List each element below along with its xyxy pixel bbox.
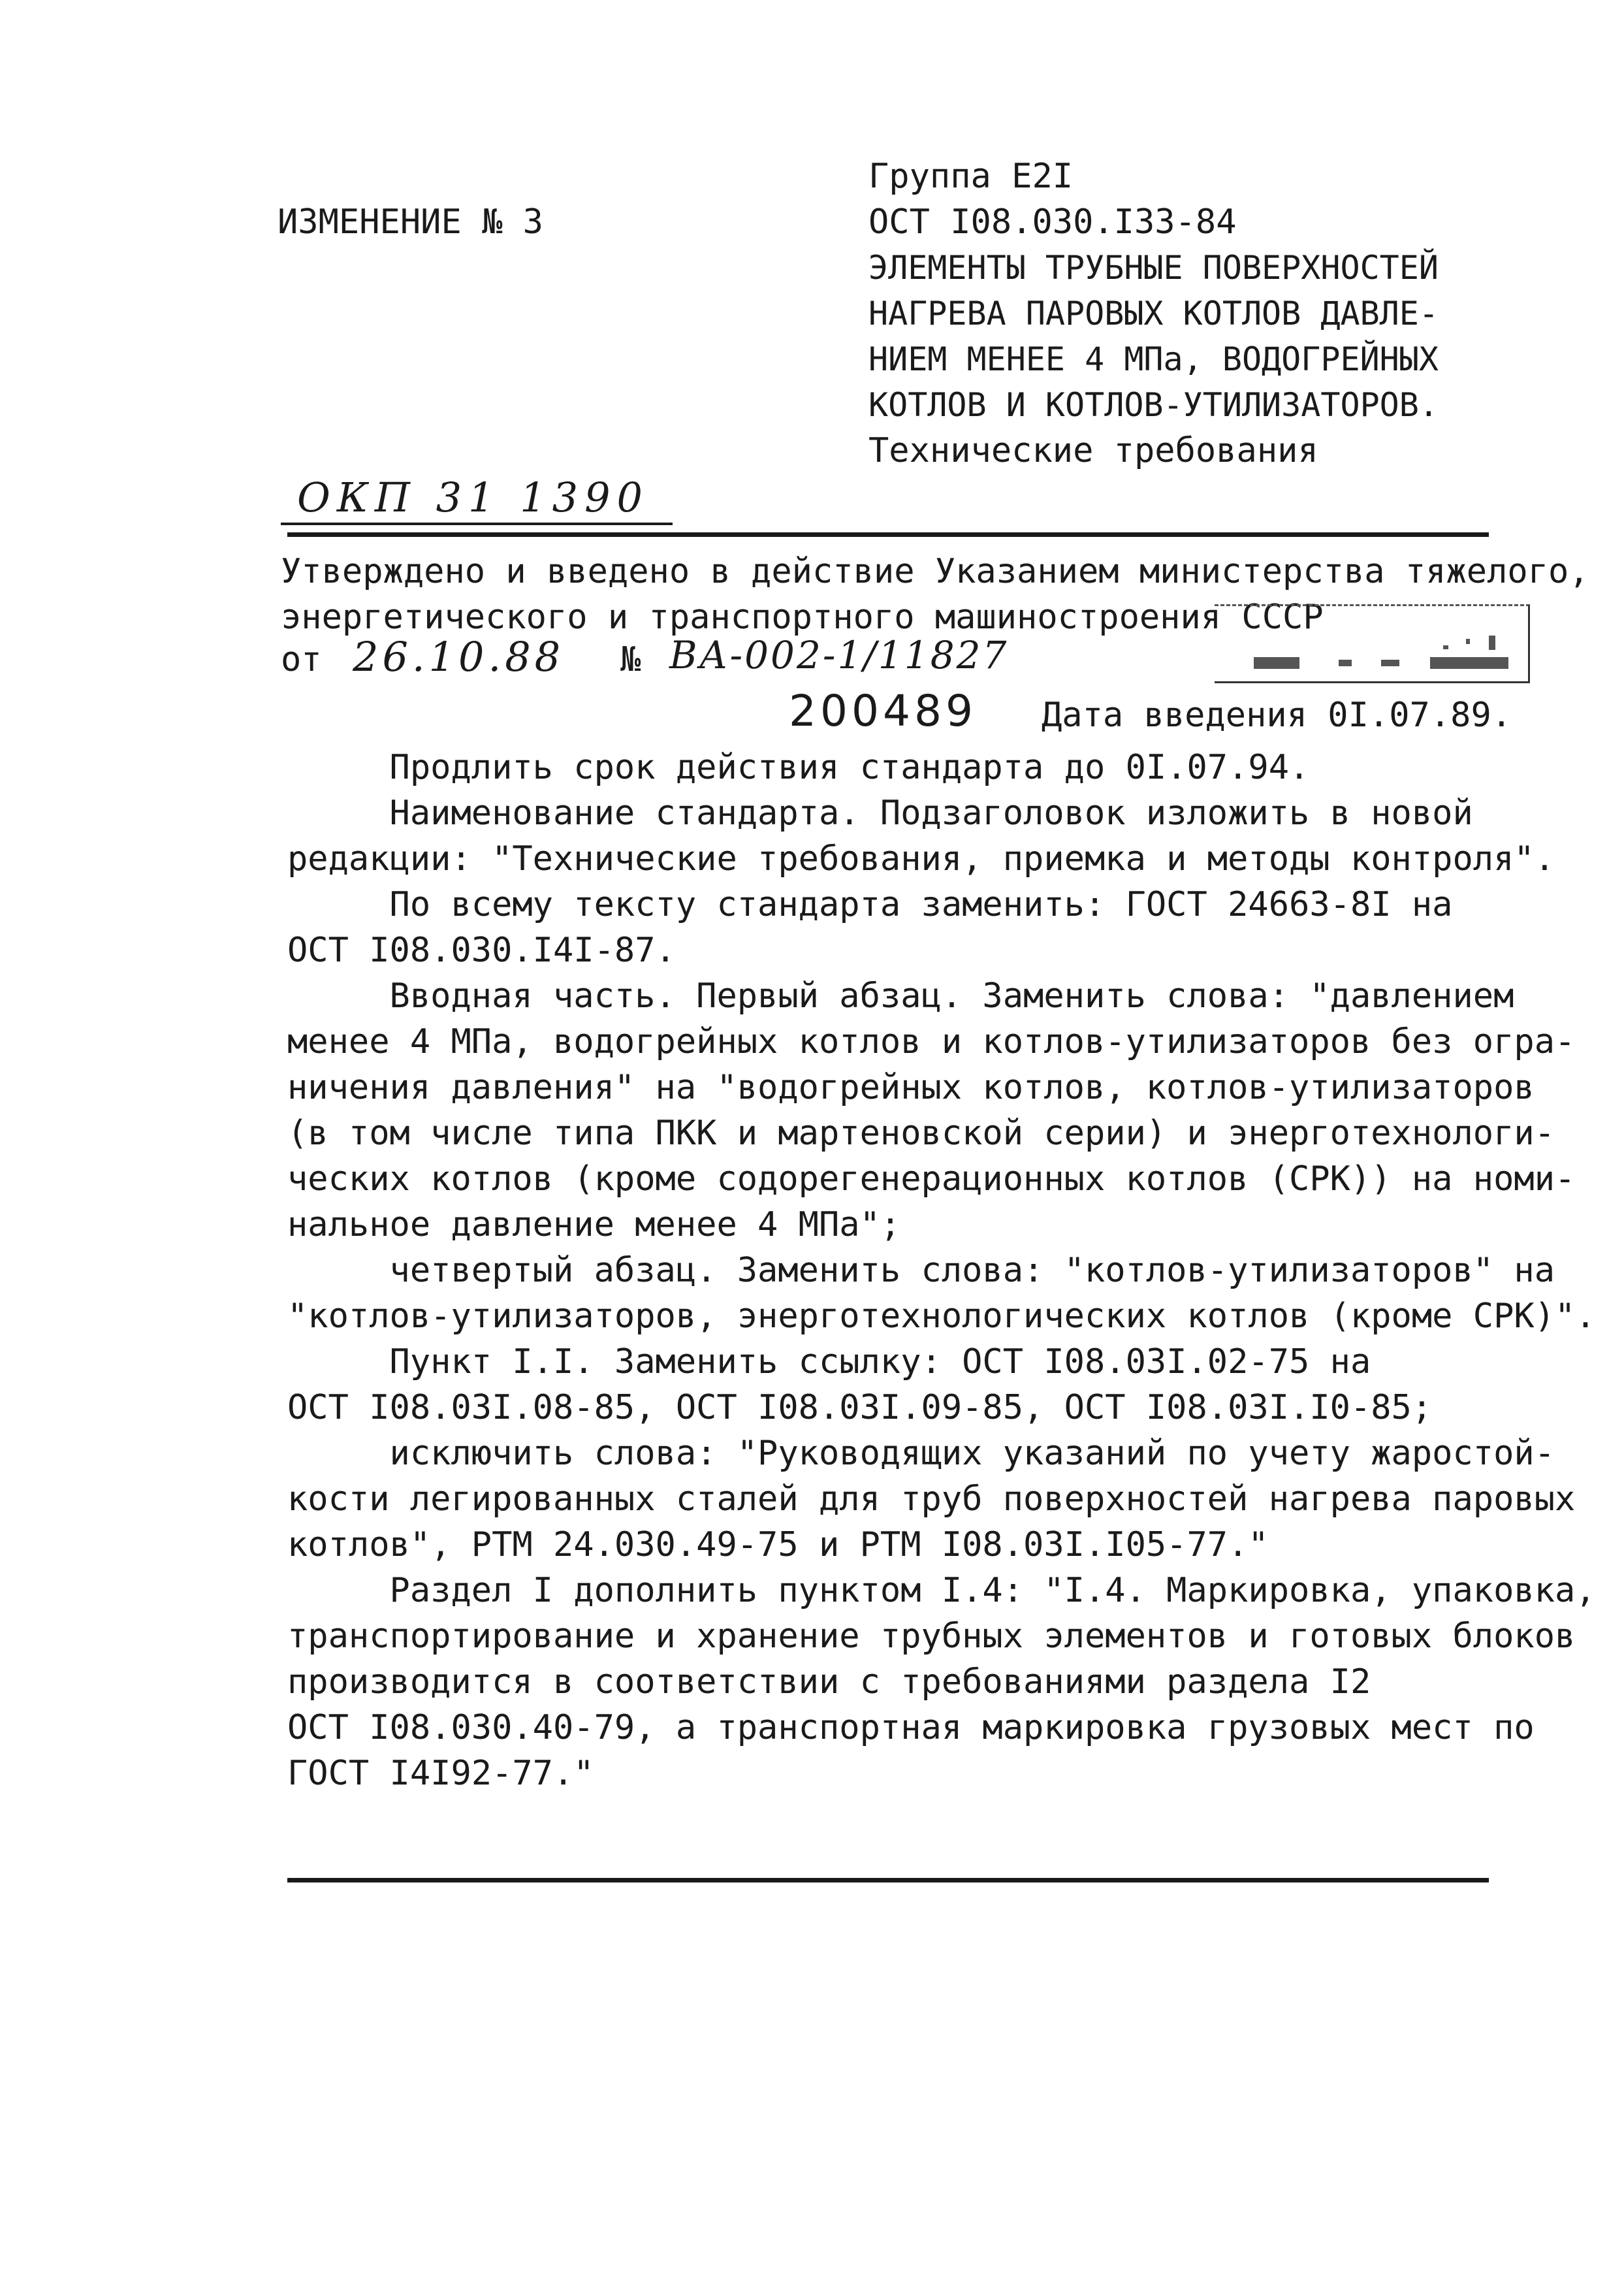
- okp-underline: [281, 523, 673, 525]
- body-line: четвертый абзац. Заменить слова: "котлов-утилизаторов" на: [287, 1251, 1555, 1290]
- body-line: ческих котлов (кроме содорегенерационных котлов (СРК)) на номи-: [287, 1159, 1576, 1199]
- body-line: транспортирование и хранение трубных элементов и готовых блоков: [287, 1617, 1576, 1656]
- top-rule: [287, 532, 1489, 537]
- body-line: кости легированных сталей для труб поверхностей нагрева паровых: [287, 1479, 1576, 1519]
- body-line: Пункт I.I. Заменить ссылку: ОСТ I08.03I.02-75 на: [287, 1342, 1371, 1381]
- approval-from-line: [281, 633, 1009, 689]
- standard-title-line-1: ЭЛЕМЕНТЫ ТРУБНЫЕ ПОВЕРХНОСТЕЙ: [868, 249, 1439, 287]
- body-line: Наименование стандарта. Подзаголовок изложить в новой: [287, 794, 1473, 833]
- body-line: (в том числе типа ПКК и мартеновской серии) и энерготехнологи-: [287, 1114, 1555, 1153]
- approval-date-handwritten: 26.10.88: [353, 633, 565, 681]
- body-line: ОСТ I08.030.I4I-87.: [287, 931, 676, 970]
- standard-title-line-4: КОТЛОВ И КОТЛОВ-УТИЛИЗАТОРОВ.: [868, 386, 1439, 424]
- approval-number-handwritten: ВА-002-1/11827: [669, 633, 1009, 677]
- body-line: котлов", РТМ 24.030.49-75 и РТМ I08.03I.I05-77.": [287, 1525, 1269, 1564]
- body-line: нальное давление менее 4 МПа";: [287, 1205, 901, 1244]
- bottom-rule: [287, 1878, 1489, 1882]
- approval-line-1: Утверждено и введено в действие Указанием министерства тяжелого,: [281, 552, 1589, 591]
- group-label: Группа Е2I: [868, 157, 1074, 196]
- standard-title-line-2: НАГРЕВА ПАРОВЫХ КОТЛОВ ДАВЛЕ-: [868, 295, 1439, 332]
- body-line: ОСТ I08.030.40-79, а транспортная маркировка грузовых мест по: [287, 1708, 1535, 1747]
- stamp-marks-icon: [1215, 606, 1521, 678]
- standard-title-line-3: НИЕМ МЕНЕЕ 4 МПа, ВОДОГРЕЙНЫХ: [868, 340, 1439, 378]
- body-line: ГОСТ I4I92-77.": [287, 1754, 594, 1793]
- standard-subtitle: Технические требования: [868, 431, 1318, 470]
- approval-line-2: энергетического и транспортного машиностроения СССР: [281, 598, 1324, 637]
- body-line: Продлить срок действия стандарта до 0I.07.94.: [287, 748, 1310, 787]
- body-line: Вводная часть. Первый абзац. Заменить слова: "давлением: [287, 977, 1514, 1016]
- body-line: редакции: "Технические требования, приемка и методы контроля".: [287, 839, 1555, 879]
- body-line: производится в соответствии с требованиями раздела I2: [287, 1662, 1371, 1702]
- number-label: №: [620, 640, 641, 679]
- from-label: от: [281, 640, 322, 679]
- registration-stamp: [1215, 604, 1530, 683]
- standard-code: ОСТ I08.030.I33-84: [868, 202, 1237, 242]
- body-line: Раздел I дополнить пунктом I.4: "I.4. Маркировка, упаковка,: [287, 1571, 1596, 1610]
- body-text: [287, 745, 1596, 1796]
- body-line: По всему тексту стандарта заменить: ГОСТ 24663-8I на: [287, 885, 1453, 924]
- okp-handwritten: ОКП 31 1390: [297, 474, 649, 521]
- body-line: ничения давления" на "водогрейных котлов, котлов-утилизаторов: [287, 1068, 1535, 1107]
- body-line: ОСТ I08.03I.08-85, ОСТ I08.03I.09-85, ОСТ I08.03I.I0-85;: [287, 1388, 1433, 1427]
- body-line: "котлов-утилизаторов, энерготехнологических котлов (кроме СРК)".: [287, 1297, 1596, 1336]
- registration-number-stamp: 200489: [789, 686, 977, 736]
- header-right-block: [868, 153, 1521, 474]
- body-line: исключить слова: "Руководящих указаний по учету жаростой-: [287, 1434, 1555, 1473]
- effective-date: Дата введения 0I.07.89.: [1042, 696, 1512, 735]
- change-label: ИЗМЕНЕНИЕ № 3: [278, 202, 543, 242]
- body-line: менее 4 МПа, водогрейных котлов и котлов-утилизаторов без огра-: [287, 1022, 1576, 1061]
